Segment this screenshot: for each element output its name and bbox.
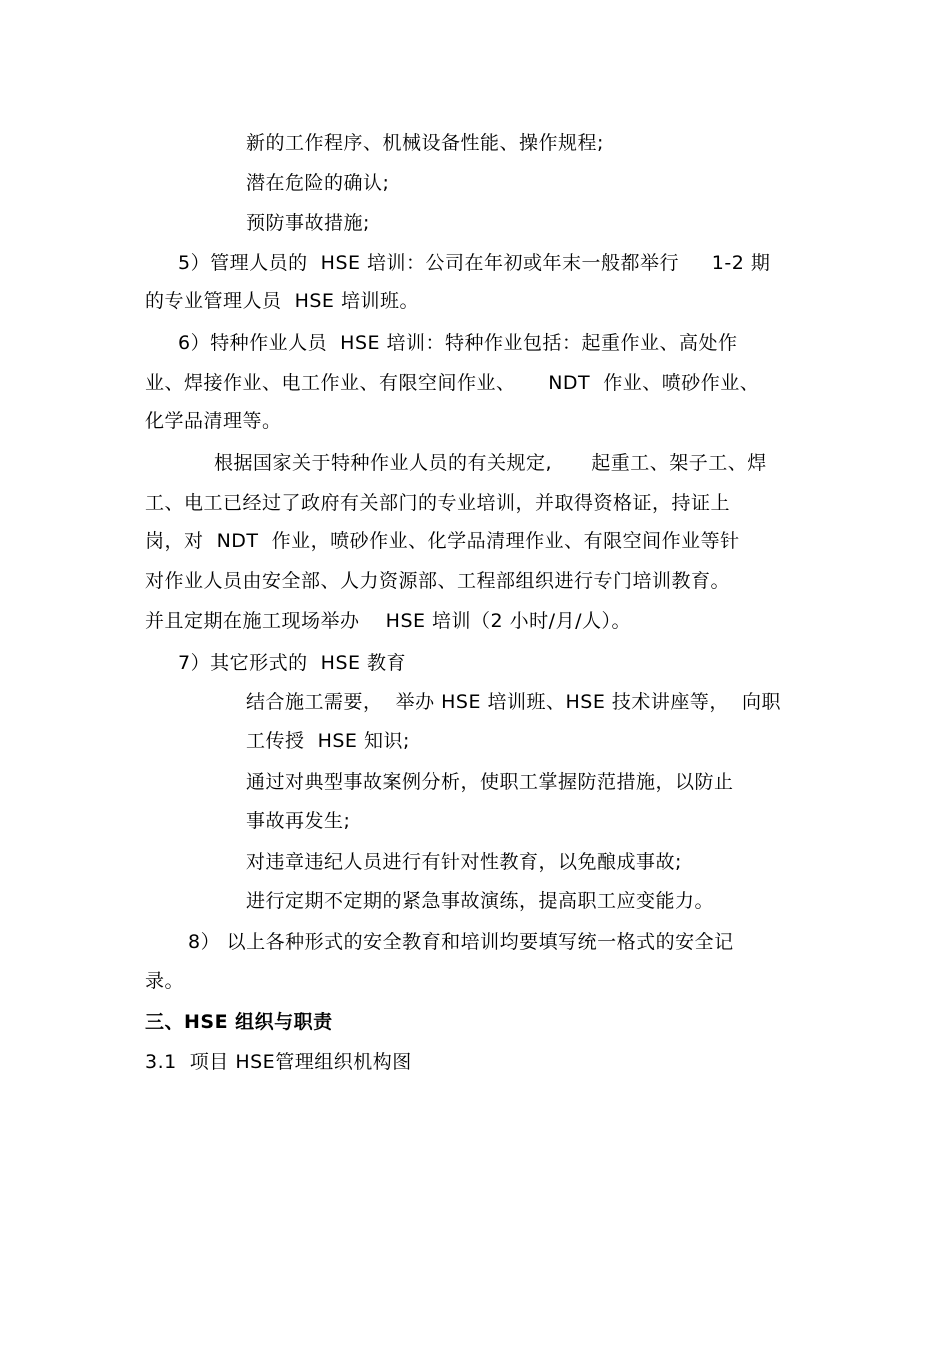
text-line: 通过对典型事故案例分析，使职工掌握防范措施，以防止	[246, 771, 734, 793]
subsection-heading: 3.1 项目 HSE管理组织机构图	[145, 1051, 412, 1073]
text-line: 录。	[145, 970, 185, 992]
text-line: 化学品清理等。	[145, 410, 282, 432]
text-line: 的专业管理人员 HSE 培训班。	[145, 290, 419, 312]
text-line: 岗，对 NDT 作业，喷砂作业、化学品清理作业、有限空间作业等针	[145, 530, 740, 552]
text-line: 5）管理人员的 HSE 培训：公司在年初或年末一般都举行 1-2 期	[178, 252, 771, 274]
text-line: 8） 以上各种形式的安全教育和培训均要填写统一格式的安全记	[188, 931, 734, 953]
text-line: 对违章违纪人员进行有针对性教育，以免酿成事故;	[246, 851, 682, 873]
text-line: 结合施工需要， 举办 HSE 培训班、HSE 技术讲座等， 向职	[246, 691, 781, 713]
text-line: 新的工作程序、机械设备性能、操作规程;	[246, 132, 604, 154]
text-line: 潜在危险的确认;	[246, 172, 390, 194]
text-line: 并且定期在施工现场举办 HSE 培训（2 小时/月/人）。	[145, 610, 631, 632]
text-line: 6）特种作业人员 HSE 培训：特种作业包括：起重作业、高处作	[178, 332, 738, 354]
text-line: 根据国家关于特种作业人员的有关规定, 起重工、架子工、焊	[214, 452, 767, 474]
text-line: 预防事故措施;	[246, 212, 370, 234]
text-line: 7）其它形式的 HSE 教育	[178, 652, 407, 674]
section-heading: 三、HSE 组织与职责	[145, 1011, 333, 1033]
text-line: 工、电工已经过了政府有关部门的专业培训，并取得资格证，持证上	[145, 492, 731, 514]
text-line: 工传授 HSE 知识;	[246, 730, 410, 752]
text-line: 事故再发生;	[246, 810, 351, 832]
text-line: 业、焊接作业、电工作业、有限空间作业、 NDT 作业、喷砂作业、	[145, 372, 760, 394]
text-line: 对作业人员由安全部、人力资源部、工程部组织进行专门培训教育。	[145, 570, 731, 592]
text-line: 进行定期不定期的紧急事故演练，提高职工应变能力。	[246, 890, 715, 912]
